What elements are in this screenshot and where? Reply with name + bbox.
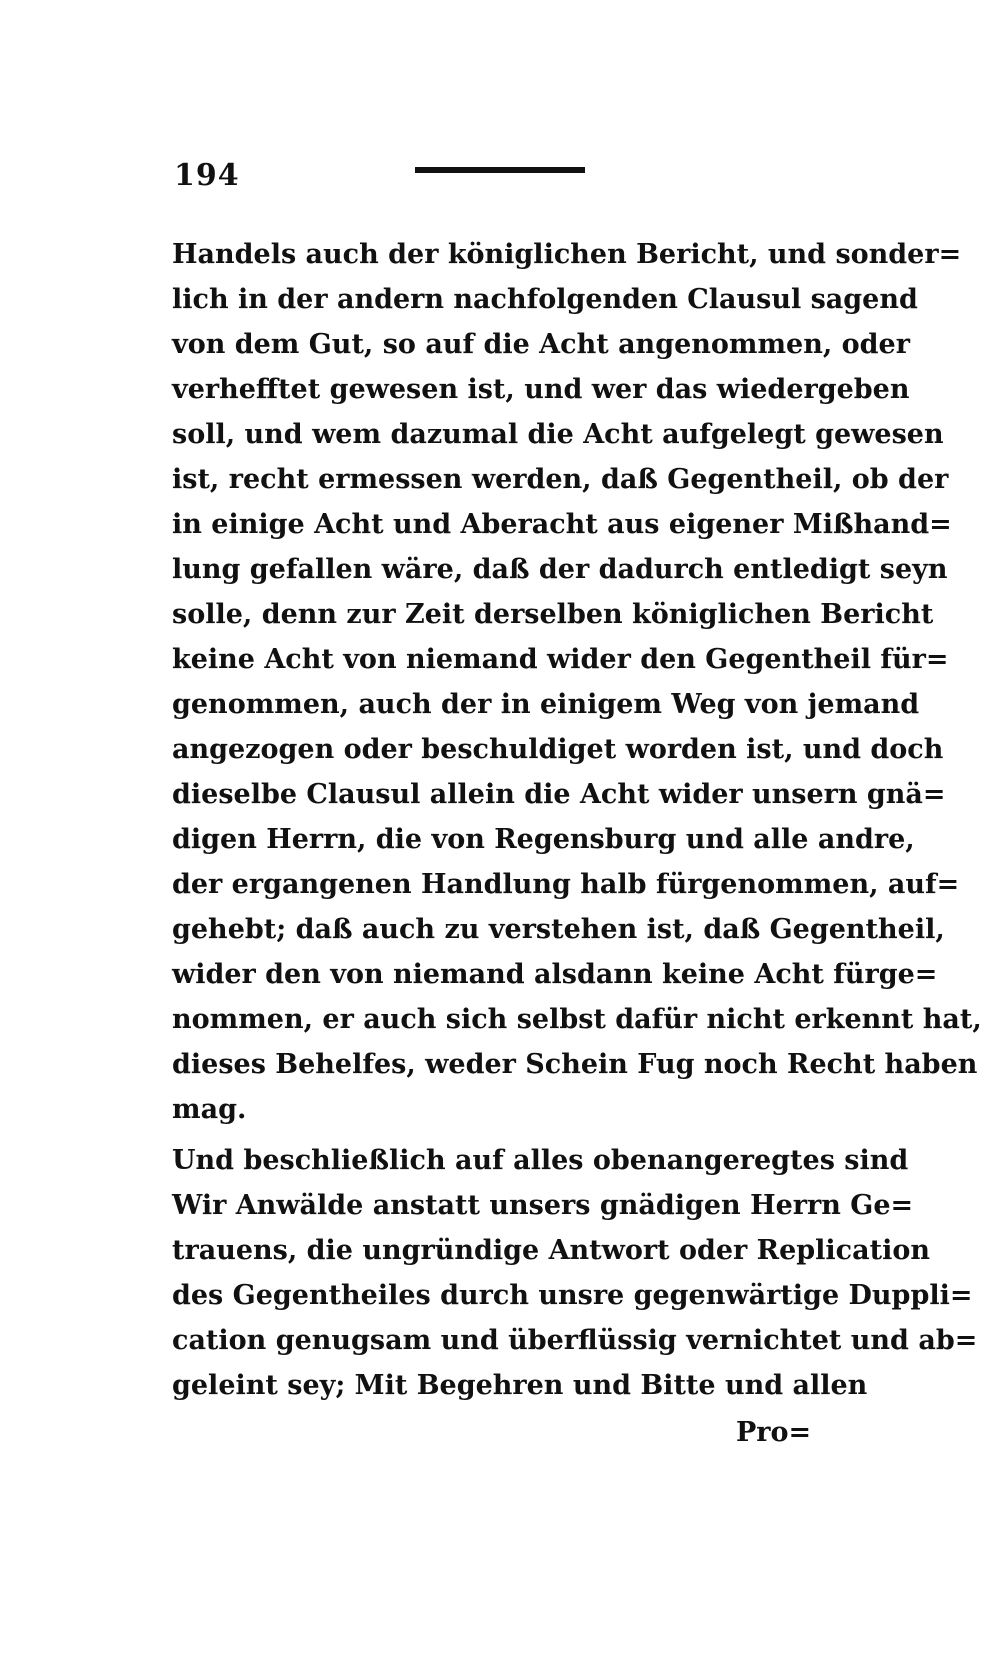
- text-line: Handels auch der königlichen Bericht, und sonder=: [172, 239, 962, 270]
- text-line: wider den von niemand alsdann keine Acht fürge=: [172, 959, 938, 990]
- text-line: dieses Behelfes, weder Schein Fug noch Recht haben: [172, 1049, 978, 1080]
- paragraph-2: [172, 1138, 978, 1408]
- text-line: des Gegentheiles durch unsre gegenwärtige Duppli=: [172, 1280, 973, 1311]
- text-line: von dem Gut, so auf die Acht angenommen, oder: [172, 329, 910, 360]
- text-line: Wir Anwälde anstatt unsers gnädigen Herrn Ge=: [172, 1190, 914, 1221]
- text-line: lung gefallen wäre, daß der dadurch entledigt seyn: [172, 554, 948, 585]
- text-line: geleint sey; Mit Begehren und Bitte und allen: [172, 1370, 868, 1401]
- text-line: cation genugsam und überflüssig vernichtet und ab=: [172, 1325, 978, 1356]
- text-line: ist, recht ermessen werden, daß Gegentheil, ob der: [172, 464, 949, 495]
- text-line: nommen, er auch sich selbst dafür nicht erkennt hat,: [172, 1004, 982, 1035]
- text-line: der ergangenen Handlung halb fürgenommen, auf=: [172, 869, 960, 900]
- text-line: Und beschließlich auf alles obenangeregtes sind: [172, 1145, 909, 1176]
- text-line: angezogen oder beschuldiget worden ist, und doch: [172, 734, 944, 765]
- header-rule: [415, 167, 585, 173]
- text-line: in einige Acht und Aberacht aus eigener Mißhand=: [172, 509, 952, 540]
- text-line: trauens, die ungründige Antwort oder Replication: [172, 1235, 930, 1266]
- text-line: mag.: [172, 1094, 247, 1125]
- text-line: lich in der andern nachfolgenden Clausul sagend: [172, 284, 918, 315]
- text-line: genommen, auch der in einigem Weg von jemand: [172, 689, 920, 720]
- text-line: verhefftet gewesen ist, und wer das wiedergeben: [172, 374, 910, 405]
- paragraph-1: [172, 232, 982, 1132]
- text-line: dieselbe Clausul allein die Acht wider unsern gnä=: [172, 779, 946, 810]
- catchword: Pro=: [736, 1417, 812, 1448]
- text-line: soll, und wem dazumal die Acht aufgelegt gewesen: [172, 419, 944, 450]
- text-line: gehebt; daß auch zu verstehen ist, daß Gegentheil,: [172, 914, 945, 945]
- page-number: 194: [174, 158, 240, 193]
- text-line: digen Herrn, die von Regensburg und alle andre,: [172, 824, 915, 855]
- text-line: solle, denn zur Zeit derselben königlichen Bericht: [172, 599, 934, 630]
- text-line: keine Acht von niemand wider den Gegentheil für=: [172, 644, 949, 675]
